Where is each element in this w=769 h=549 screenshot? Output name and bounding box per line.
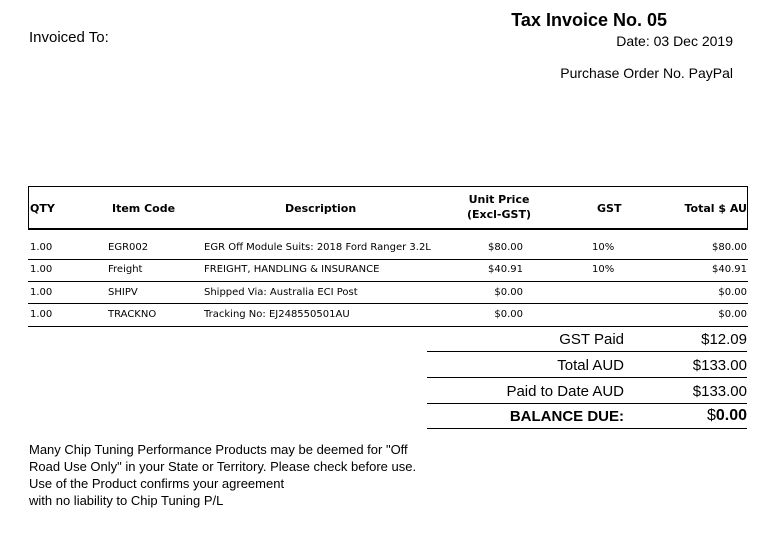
table-row-description: Shipped Via: Australia ECI Post bbox=[204, 287, 358, 298]
balance-due-amount: 0.00 bbox=[715, 407, 747, 424]
table-row-item-code: EGR002 bbox=[108, 242, 149, 253]
disclaimer-line: with no liability to Chip Tuning P/L bbox=[29, 493, 224, 508]
disclaimer-text bbox=[29, 441, 449, 509]
table-row-item-code: SHIPV bbox=[108, 287, 138, 298]
table-row-qty: 1.00 bbox=[30, 242, 53, 253]
table-row-total: $0.00 bbox=[718, 309, 747, 320]
table-row-description: Tracking No: EJ248550501AU bbox=[204, 309, 350, 320]
table-row-unit-price: $0.00 bbox=[494, 309, 523, 320]
table-row-description: EGR Off Module Suits: 2018 Ford Ranger 3.2L bbox=[204, 242, 431, 253]
table-row-total: $40.91 bbox=[712, 264, 747, 275]
invoice-date: Date: 03 Dec 2019 bbox=[616, 33, 733, 49]
totals-divider bbox=[427, 377, 747, 378]
table-row-qty: 1.00 bbox=[30, 287, 53, 298]
table-row-total: $80.00 bbox=[712, 242, 747, 253]
invoiced-to-label: Invoiced To: bbox=[29, 29, 109, 46]
table-row-gst: 10% bbox=[592, 242, 615, 253]
totals-divider bbox=[427, 403, 747, 404]
total-aud-label: Total AUD bbox=[557, 357, 624, 374]
table-row-gst: 10% bbox=[592, 264, 615, 275]
column-header-item-code: Item Code bbox=[112, 202, 176, 215]
column-header-unit-price-line1: Unit Price bbox=[468, 193, 530, 206]
table-header-border bbox=[28, 228, 748, 230]
row-divider bbox=[28, 281, 748, 282]
table-row-qty: 1.00 bbox=[30, 309, 53, 320]
purchase-order-number: Purchase Order No. PayPal bbox=[560, 65, 733, 81]
row-divider bbox=[28, 326, 748, 327]
table-row-item-code: Freight bbox=[108, 264, 143, 275]
balance-due-value bbox=[707, 407, 747, 425]
gst-paid-value: $12.09 bbox=[701, 331, 747, 348]
table-top-border bbox=[28, 186, 748, 187]
column-header-gst: GST bbox=[597, 202, 622, 215]
balance-due-label: BALANCE DUE: bbox=[509, 408, 624, 425]
table-row-unit-price: $80.00 bbox=[488, 242, 523, 253]
balance-due-currency: $ bbox=[706, 407, 716, 424]
column-header-description: Description bbox=[285, 202, 357, 215]
paid-to-date-value: $133.00 bbox=[692, 383, 747, 400]
table-right-border bbox=[747, 186, 748, 229]
totals-divider bbox=[427, 428, 747, 429]
invoice-title: Tax Invoice No. 05 bbox=[511, 10, 667, 30]
row-divider bbox=[28, 259, 748, 260]
table-row-qty: 1.00 bbox=[30, 264, 53, 275]
disclaimer-line: Road Use Only" in your State or Territory. Please check before use. bbox=[29, 459, 417, 474]
disclaimer-line: Many Chip Tuning Performance Products may be deemed for "Off bbox=[29, 442, 408, 457]
totals-divider bbox=[427, 351, 747, 352]
row-divider bbox=[28, 303, 748, 304]
table-row-total: $0.00 bbox=[718, 287, 747, 298]
table-row-unit-price: $40.91 bbox=[488, 264, 523, 275]
disclaimer-line: Use of the Product confirms your agreement bbox=[29, 476, 285, 491]
table-row-description: FREIGHT, HANDLING & INSURANCE bbox=[204, 264, 380, 275]
table-row-item-code: TRACKNO bbox=[108, 309, 157, 320]
paid-to-date-label: Paid to Date AUD bbox=[506, 383, 624, 400]
gst-paid-label: GST Paid bbox=[559, 331, 624, 348]
total-aud-value: $133.00 bbox=[692, 357, 747, 374]
column-header-unit-price bbox=[459, 193, 539, 221]
table-row-unit-price: $0.00 bbox=[494, 287, 523, 298]
column-header-qty: QTY bbox=[30, 202, 55, 215]
column-header-unit-price-line2: (Excl-GST) bbox=[467, 208, 531, 221]
table-left-border bbox=[28, 186, 29, 229]
column-header-total: Total $ AU bbox=[684, 202, 747, 215]
